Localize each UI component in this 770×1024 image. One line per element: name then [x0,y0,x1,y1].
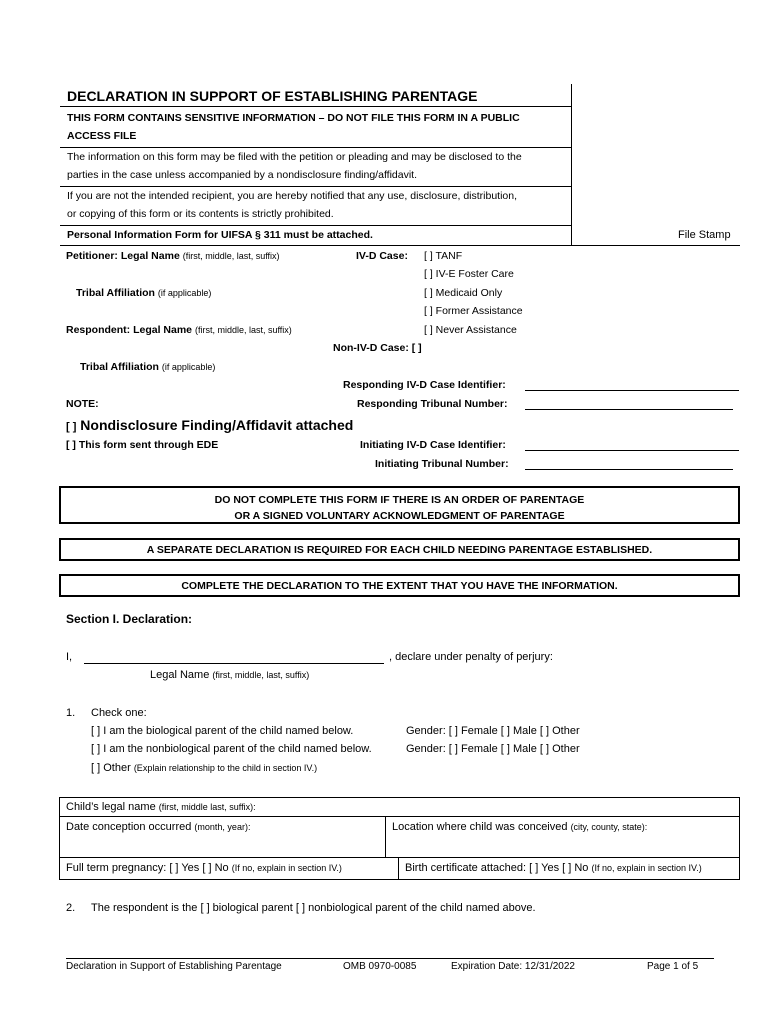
initiating-tribunal-label: Initiating Tribunal Number: [375,458,509,470]
ede-checkbox[interactable]: [ ] This form sent through EDE [66,439,219,451]
footer-rule [66,958,714,959]
initiating-case-id-field[interactable] [525,450,739,451]
notice-box-separate: A SEPARATE DECLARATION IS REQUIRED FOR EACH CHILD NEEDING PARENTAGE ESTABLISHED. [59,538,740,561]
table-divider [398,857,399,880]
sensitive-notice-line1: THIS FORM CONTAINS SENSITIVE INFORMATION – DO NOT FILE THIS FORM IN A PUBLIC [67,112,520,124]
full-term-pregnancy-field[interactable]: Full term pregnancy: [ ] Yes [ ] No (If no, explain in section IV.) [66,862,342,874]
sensitive-notice-line2: ACCESS FILE [67,130,137,142]
gender-options[interactable]: Gender: [ ] Female [ ] Male [ ] Other [406,725,580,737]
notice-text-line1: If you are not the intended recipient, you are hereby notified that any use, disclosure, distribution, [67,190,518,202]
non-ivd-case-checkbox[interactable]: Non-IV-D Case: [ ] [333,342,422,354]
attach-notice: Personal Information Form for UIFSA § 311 must be attached. [67,229,373,241]
conception-date-field[interactable]: Date conception occurred (month, year): [66,821,251,833]
ivd-case-label: IV-D Case: [356,250,408,262]
section-heading: Section I. Declaration: [66,612,193,626]
notice-box-order: DO NOT COMPLETE THIS FORM IF THERE IS AN ORDER OF PARENTAGE OR A SIGNED VOLUNTARY ACKNOWLEDGMENT OF PARENTAGE [59,486,740,524]
footer-title: Declaration in Support of Establishing Parentage [66,961,282,972]
declarant-name-field[interactable] [84,663,384,664]
divider [60,225,572,226]
footer-omb: OMB 0970-0085 [343,961,417,972]
initiating-case-id-label: Initiating IV-D Case Identifier: [360,439,506,451]
item-1-number: 1. [66,707,76,719]
respondent-label: Respondent: Legal Name (first, middle, last, suffix) [66,324,292,336]
responding-case-id-label: Responding IV-D Case Identifier: [343,379,506,391]
info-text-line2: parties in the case unless accompanied by a nondisclosure finding/affidavit. [67,169,418,181]
responding-tribunal-label: Responding Tribunal Number: [357,398,508,410]
biological-parent-checkbox[interactable]: [ ] I am the biological parent of the child named below. [91,725,354,737]
nonbiological-parent-checkbox[interactable]: [ ] I am the nonbiological parent of the child named below. [91,743,372,755]
item-2-number: 2. [66,902,76,914]
gender-options-2[interactable]: Gender: [ ] Female [ ] Male [ ] Other [406,743,580,755]
tribal-affiliation-label-2: Tribal Affiliation (if applicable) [80,361,216,373]
other-relationship-checkbox[interactable]: [ ] Other (Explain relationship to the child in section IV.) [91,762,318,774]
divider [60,106,572,107]
file-stamp-label: File Stamp [678,229,731,241]
option-medicaid-only[interactable]: [ ] Medicaid Only [424,287,503,299]
footer-expiration: Expiration Date: 12/31/2022 [451,961,575,972]
petitioner-label: Petitioner: Legal Name (first, middle, last, suffix) [66,250,280,262]
legal-name-caption: Legal Name (first, middle, last, suffix) [150,669,310,681]
divider [60,147,572,148]
notice-text-line2: or copying of this form or its contents is strictly prohibited. [67,208,334,220]
table-divider [385,816,386,857]
table-divider [59,857,740,858]
respondent-parent-statement[interactable]: The respondent is the [ ] biological parent [ ] nonbiological parent of the child named above. [91,902,536,914]
option-never-assistance[interactable]: [ ] Never Assistance [424,324,517,336]
option-tanf[interactable]: [ ] TANF [424,250,463,262]
note-label: NOTE: [66,398,99,410]
conception-location-field[interactable]: Location where child was conceived (city, county, state): [392,821,648,833]
divider [60,186,572,187]
info-text-line1: The information on this form may be filed with the petition or pleading and may be disclosed to the [67,151,522,163]
tribal-affiliation-label: Tribal Affiliation (if applicable) [76,287,212,299]
header-right-border [571,84,572,246]
option-former-assistance[interactable]: [ ] Former Assistance [424,305,523,317]
divider [60,245,740,246]
notice-box-complete: COMPLETE THE DECLARATION TO THE EXTENT THAT YOU HAVE THE INFORMATION. [59,574,740,597]
table-divider [59,816,740,817]
i-label: I, [66,651,73,663]
footer-page-number: Page 1 of 5 [647,961,699,972]
responding-case-id-field[interactable] [525,390,739,391]
birth-certificate-field[interactable]: Birth certificate attached: [ ] Yes [ ] No (If no, explain in section IV.) [405,862,702,874]
initiating-tribunal-field[interactable] [525,469,733,470]
responding-tribunal-field[interactable] [525,409,733,410]
option-foster-care[interactable]: [ ] IV-E Foster Care [424,268,514,280]
check-one-label: Check one: [91,707,147,719]
child-legal-name-field[interactable]: Child’s legal name (first, middle last, suffix): [66,801,256,813]
nondisclosure-checkbox[interactable]: [ ] Nondisclosure Finding/Affidavit attached [66,417,354,433]
form-title: DECLARATION IN SUPPORT OF ESTABLISHING PARENTAGE [67,88,478,104]
declare-text: , declare under penalty of perjury: [389,651,553,663]
